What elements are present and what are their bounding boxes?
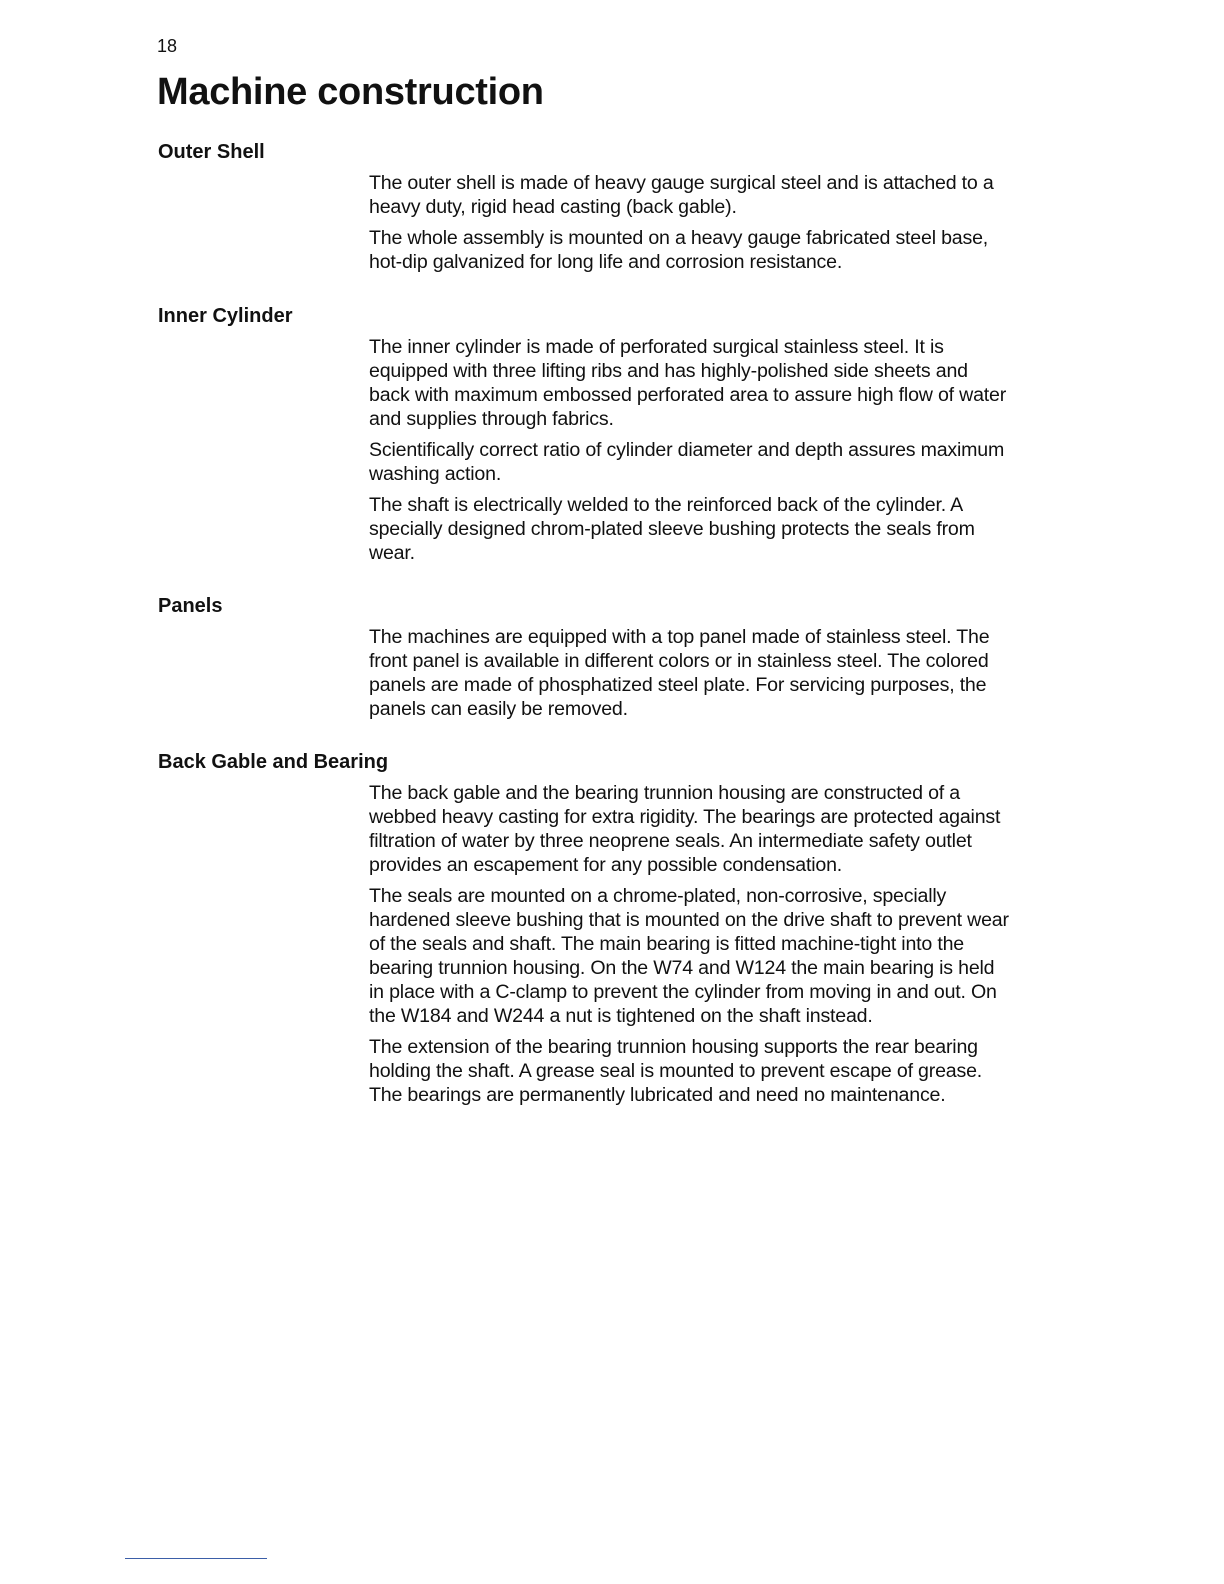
paragraph: The shaft is electrically welded to the reinforced back of the cylinder. A specially designed chrom-plated sleeve bushing protects the seals from wear. [369, 494, 975, 564]
paragraph: Scientifically correct ratio of cylinder diameter and depth assures maximum washing action. [369, 439, 1005, 485]
section-body-back-gable-and-bearing [369, 781, 1009, 1114]
paragraph: The whole assembly is mounted on a heavy gauge fabricated steel base, hot-dip galvanized for long life and corrosion resistance. [369, 227, 989, 273]
section-heading-outer-shell: Outer Shell [158, 141, 265, 163]
section-body-inner-cylinder [369, 335, 1009, 572]
paragraph: The back gable and the bearing trunnion housing are constructed of a webbed heavy casting for extra rigidity. The bearings are protected against filtration of water by three neoprene seals. An intermediate safety outlet provides an escapement for any possible condensation. [369, 782, 1001, 876]
section-heading-inner-cylinder: Inner Cylinder [158, 305, 293, 327]
paragraph: The extension of the bearing trunnion housing supports the rear bearing holding the shaft. A grease seal is mounted to prevent escape of grease. The bearings are permanently lubricated and need no maintenance. [369, 1036, 983, 1106]
paragraph: The machines are equipped with a top panel made of stainless steel. The front panel is available in different colors or in stainless steel. The colored panels are made of phosphatized steel plate. For servicing purposes, the panels can easily be removed. [369, 626, 990, 720]
page-title: Machine construction [157, 71, 544, 113]
paragraph: The inner cylinder is made of perforated surgical stainless steel. It is equipped with three lifting ribs and has highly-polished side sheets and back with maximum embossed perforated area to assure high flow of water and supplies through fabrics. [369, 336, 1007, 430]
section-heading-panels: Panels [158, 595, 223, 617]
paragraph: The seals are mounted on a chrome-plated, non-corrosive, specially hardened sleeve bushing that is mounted on the drive shaft to prevent wear of the seals and shaft. The main bearing is fitted machine-tight into the bearing trunnion housing. On the W74 and W124 the main bearing is held in place with a C-clamp to prevent the cylinder from moving in and out. On the W184 and W244 a nut is tightened on the shaft instead. [369, 885, 1009, 1027]
section-heading-back-gable-and-bearing: Back Gable and Bearing [158, 751, 389, 773]
section-body-panels [369, 625, 1009, 728]
paragraph: The outer shell is made of heavy gauge surgical steel and is attached to a heavy duty, rigid head casting (back gable). [369, 172, 994, 218]
section-body-outer-shell [369, 171, 1009, 281]
footer-rule [125, 1558, 267, 1559]
page-number: 18 [157, 36, 178, 56]
